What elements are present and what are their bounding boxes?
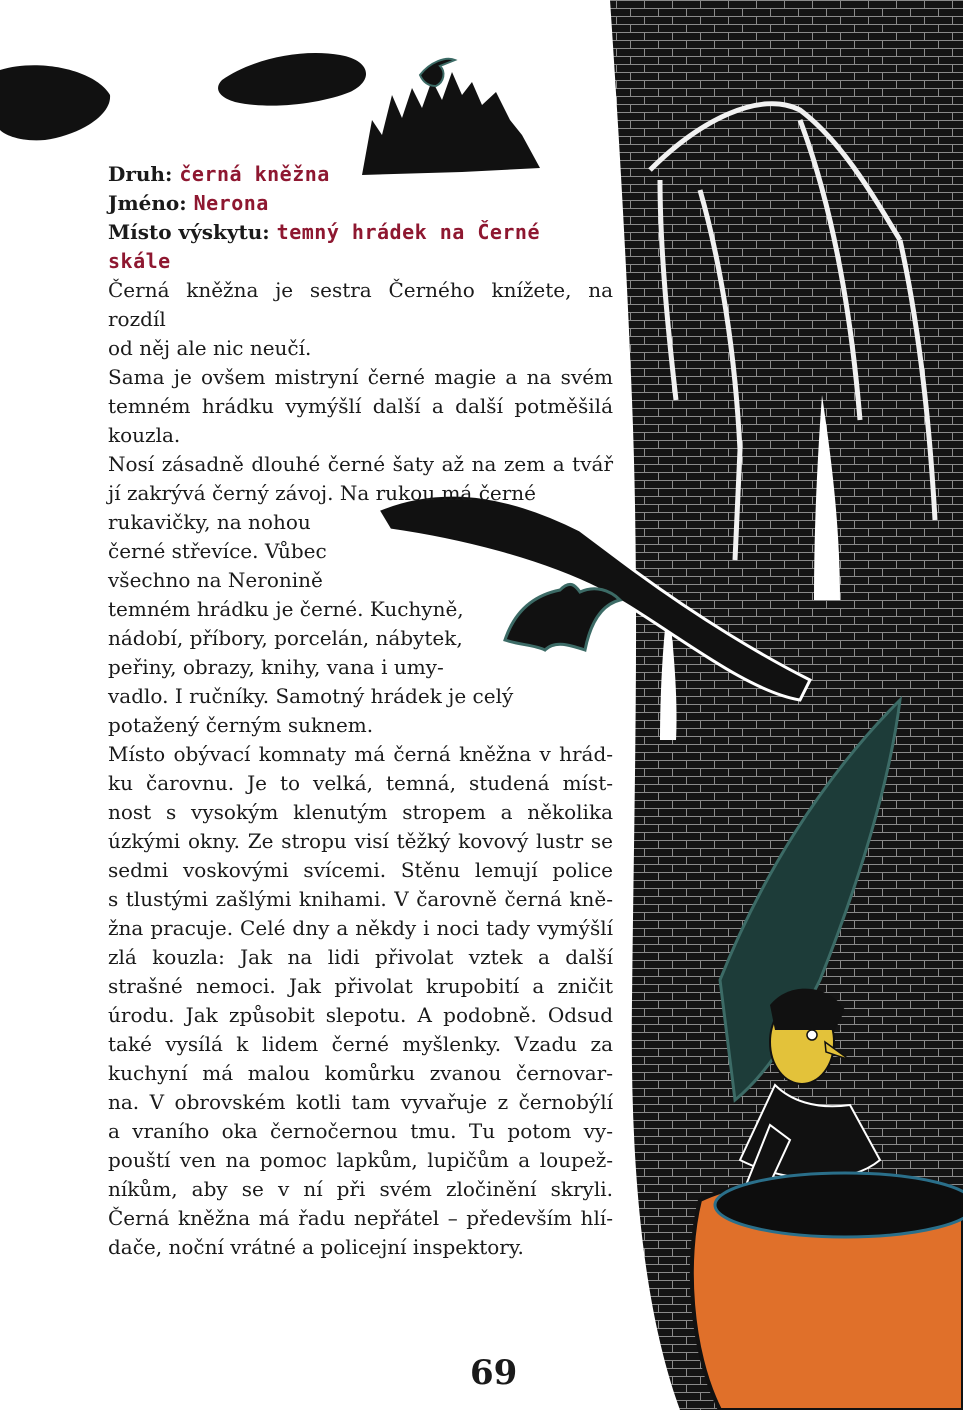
body-line: Nosí zásadně dlouhé černé šaty až na zem a tvář bbox=[108, 452, 613, 476]
floating-rock bbox=[0, 65, 110, 140]
body-line: černé střevíce. Vůbec bbox=[108, 539, 327, 563]
body-line: také vysílá k lidem černé myšlenky. Vzadu za bbox=[108, 1032, 613, 1056]
body-line: pouští ven na pomoc lapkům, lupičům a loupež- bbox=[108, 1148, 613, 1172]
jmeno-value: Nerona bbox=[193, 191, 269, 215]
body-line: a vraního oka černočernou tmu. Tu potom vy- bbox=[108, 1119, 613, 1143]
cauldron-brew bbox=[715, 1173, 963, 1237]
body-line: dače, noční vrátné a policejní inspektory. bbox=[108, 1235, 524, 1259]
body-line: Sama je ovšem mistryní černé magie a na svém bbox=[108, 365, 613, 389]
body-line: nost s vysokým klenutým stropem a několika bbox=[108, 800, 613, 824]
body-line: od něj ale nic neučí. bbox=[108, 336, 312, 360]
body-line: Černá kněžna je sestra Černého knížete, na rozdíl bbox=[108, 278, 613, 331]
body-line: vadlo. I ručníky. Samotný hrádek je celý bbox=[108, 684, 514, 708]
field-druh bbox=[108, 160, 613, 189]
body-line: všechno na Neronině bbox=[108, 568, 323, 592]
body-line: úzkými okny. Ze stropu visí těžký kovový lustr se bbox=[108, 829, 613, 853]
body-line: kuchyní má malou komůrku zvanou černovar- bbox=[108, 1061, 613, 1085]
body-line: jí zakrývá černý závoj. Na rukou má černé bbox=[108, 481, 537, 505]
field-misto bbox=[108, 218, 613, 276]
misto-label: Místo výskytu: bbox=[108, 220, 270, 244]
druh-value: černá kněžna bbox=[179, 162, 330, 186]
body-line: rukavičky, na nohou bbox=[108, 510, 311, 534]
body-line: Černá kněžna má řadu nepřátel – především hlí- bbox=[108, 1206, 613, 1230]
body-line: sedmi voskovými svícemi. Stěnu lemují police bbox=[108, 858, 613, 882]
jmeno-label: Jméno: bbox=[108, 191, 187, 215]
body-line: s tlustými zašlými knihami. V čarovně černá kně- bbox=[108, 887, 613, 911]
body-line: peřiny, obrazy, knihy, vana i umy- bbox=[108, 655, 444, 679]
body-line: potažený černým suknem. bbox=[108, 713, 374, 737]
field-jmeno bbox=[108, 189, 613, 218]
floating-rock bbox=[218, 53, 366, 106]
body-line: ku čarovnu. Je to velká, temná, studená míst- bbox=[108, 771, 613, 795]
body-line: kouzla. bbox=[108, 423, 181, 447]
body-line: níkům, aby se v ní při svém zločinění skryli. bbox=[108, 1177, 613, 1201]
body-line: temném hrádku je černé. Kuchyně, bbox=[108, 597, 464, 621]
body-line: temném hrádku vymýšlí další a další potměšilá bbox=[108, 394, 613, 418]
body-line: strašné nemoci. Jak přivolat krupobití a zničit bbox=[108, 974, 613, 998]
body-line: Místo obývací komnaty má černá kněžna v hrád- bbox=[108, 742, 613, 766]
text-column bbox=[108, 160, 613, 1262]
body-line: žna pracuje. Celé dny a někdy i noci tady vymýšlí bbox=[108, 916, 613, 940]
body-line: úrodu. Jak způsobit slepotu. A podobně. Odsud bbox=[108, 1003, 613, 1027]
page-number: 69 bbox=[470, 1353, 518, 1393]
druh-label: Druh: bbox=[108, 162, 173, 186]
body-line: nádobí, příbory, porcelán, nábytek, bbox=[108, 626, 463, 650]
body-line: na. V obrovském kotli tam vyvařuje z černobýlí bbox=[108, 1090, 613, 1114]
misto-value: temný hrádek na Černé skále bbox=[108, 220, 541, 273]
body-line: zlá kouzla: Jak na lidi přivolat vztek a další bbox=[108, 945, 613, 969]
